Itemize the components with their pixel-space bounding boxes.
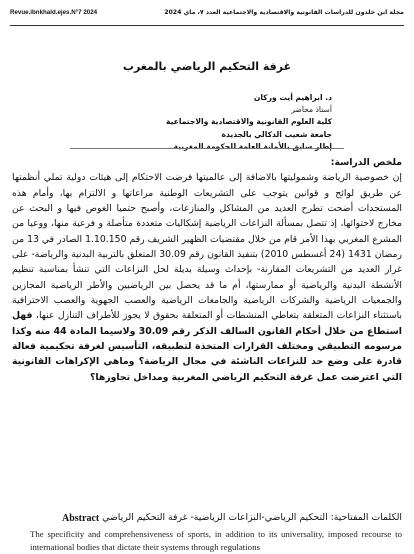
author-former-position: إطار سابق بالأمانة العامة للحكومة المغربية — [173, 141, 332, 151]
section-divider — [70, 148, 344, 149]
abstract-label: ملخص الدراسة: — [330, 157, 402, 168]
english-abstract-body: The specificity and comprehensiveness of sports, in addition to its universality, imposed recourse to international bodies that dictate their systems through regulations — [30, 529, 402, 552]
english-abstract-title: Abstract — [62, 513, 100, 524]
author-rank: أستاذ محاضر — [291, 105, 332, 115]
abstract-question: فهل استطاع من خلال أحكام القانون السالف الذكر رقم 30.09 ولاسيما المادة 44 منه وكذا مرسومه التطبيقي ومختلف القرارات المتخذة لتطبيقه، التأسيس لغرفة تحكيمية فعالة قادرة على وضع حد للنزاعات الناشئة في مجال الرياضة؟ وماهي الإكراهات القانونية التي اعترضت عمل غرفة التحكيم الرياضي المغربية ومداخل تجاوزها؟ — [12, 310, 402, 383]
author-university: جامعة شعيب الدكالي بالجديدة — [221, 129, 332, 139]
author-block — [102, 92, 332, 153]
journal-name: مجلة ابن خلدون للدراسات القانونية والاقتصادية والاجتماعية العدد ٧، ماي 2024 — [164, 9, 404, 16]
arabic-abstract — [12, 155, 402, 385]
keywords: الكلمات المفتاحية: التحكيم الرياضي-النزاعات الرياضية- غرفة التحكيم الرياضي — [102, 512, 402, 523]
abstract-text: إن خصوصية الرياضة وشموليتها بالاضافة إلى عالميتها فرضت الاحتكام إلى هيئات دولية تملي أنظمتها عن طريق لوائح و قوانين يتوجب على التشريعات الوطنية مراعاتها و الالتزام بها، وأمام هذه المستجدات أضحت تطرح العديد من المشاكل والمنازعات، وأصبح حتميا الغوص فيها و البحث عن مخارج لاحتوائها، إذ تتصل بمسألة النزاعات الرياضية إشكاليات متعددة متأصلة و فرعية منها، ووعيا من المشرع المغربي بهذا الأمر قام من خلال مقتضيات الظهير الشريف رقم 1.10.150 الصادر في 13 من رمضان 1431 (24 أغسطس 2010) بتنفيذ القانون رقم 30.09 المتعلق بالتربية البدنية والرياضة- على غرار العديد من التشريعات المقارنة- بإحداث وسيلة بديلة لحل النزاعات التي تنشأ بمناسبة تنظيم الأنشطة البدنية والرياضية أو ممارستها، أم ما قد يحصل بين الرياضيين والأطر الرياضية المجازين والجمعيات الرياضية والشركات الرياضية والجامعات الرياضية والعصب الجهوية والعصب الاحترافية باستثناء النزاعات المتعلقة بتعاطي المنشطات أو المتعلقة بحقوق لا يجوز للأطراف التنازل عنها، — [12, 172, 403, 322]
author-faculty: كلية العلوم القانونية والاقتصادية والاجتماعية — [165, 117, 332, 127]
journal-url: Revue.ibnkhald.ejes.N°7 2024 — [10, 9, 98, 16]
author-name: د. ابراهيم أيت وركان — [253, 93, 332, 102]
abstract-body — [12, 170, 402, 385]
running-header — [10, 7, 404, 26]
article-title: غرفة التحكيم الرياضي بالمغرب — [122, 60, 292, 73]
